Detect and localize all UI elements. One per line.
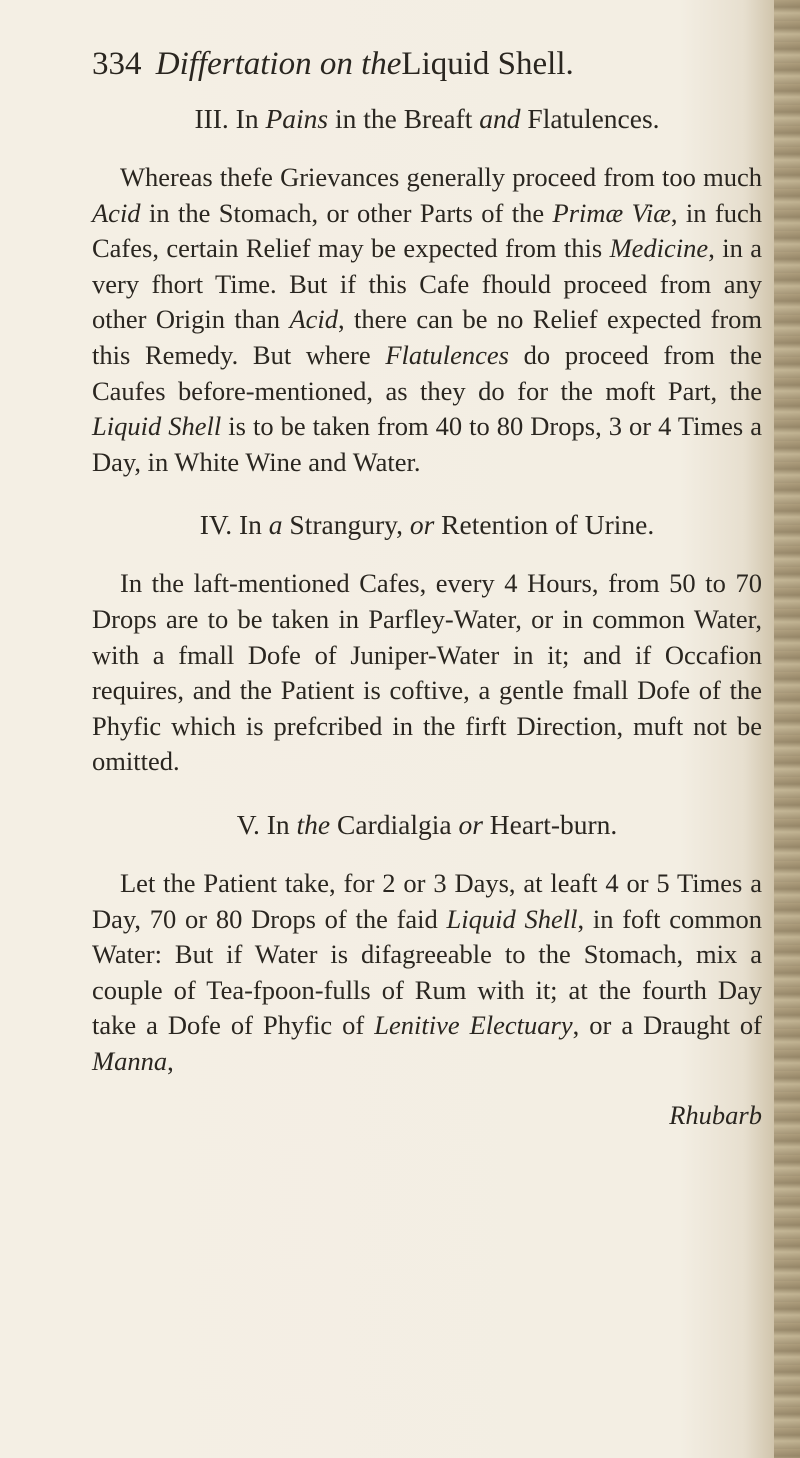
section-heading-iv <box>92 506 762 544</box>
heading-text: Retention of Urine. <box>434 509 655 541</box>
heading-italic: a <box>268 509 283 541</box>
heading-text: Cardialgia <box>330 808 459 840</box>
para-italic: Manna <box>92 1045 168 1076</box>
section-heading-v <box>92 806 762 844</box>
running-title-roman: Liquid Shell. <box>401 46 574 82</box>
heading-text: in the Breaft <box>328 103 480 134</box>
para-italic: Liquid Shell <box>446 903 578 934</box>
para-text: Let the Patient take, for 2 or 3 Days, at leaft 4 or 5 Times a Day, 70 or 80 Drops of the faid <box>92 867 762 934</box>
para-text: Whereas thefe Grievances generally proceed from too much <box>120 162 762 192</box>
heading-italic: or <box>409 509 435 541</box>
heading-text: V. In <box>236 808 297 840</box>
heading-italic: and <box>479 103 521 134</box>
para-italic: Lenitive Electuary <box>374 1010 573 1041</box>
heading-text: Strangury, <box>282 509 410 541</box>
heading-italic: or <box>458 808 483 840</box>
heading-text: IV. In <box>199 509 269 541</box>
para-text: , in fuch Cafes, certain Relief may be expected from this <box>92 197 763 264</box>
page-edge-shadow <box>774 0 800 1458</box>
running-title-italic-the: the <box>361 46 402 82</box>
para-text: , there can be no Relief expected from this Remedy. But where <box>92 304 763 370</box>
heading-text: III. In <box>194 103 266 134</box>
para-text: in the Stomach, or other Parts of the <box>140 197 553 228</box>
paragraph-v <box>92 866 762 1080</box>
para-text: do proceed from the Caufes before-mentioned, as they do for the moft Part, the <box>92 339 762 406</box>
para-italic: Flatulences <box>385 339 509 370</box>
heading-text: Flatulences. <box>520 103 660 134</box>
para-italic: Primæ Viæ <box>552 197 671 228</box>
heading-italic: Pains <box>265 103 329 134</box>
para-italic: Medicine <box>609 233 709 264</box>
running-head <box>92 40 762 88</box>
para-text: , <box>167 1045 174 1076</box>
para-text: In the laft-mentioned Cafes, every 4 Hours, from 50 to 70 Drops are to be taken in Parfley-Water, or in common Water, with a fmall Dofe of Juniper-Water in it; and if Occafion requires, and the Patient is coftive, a gentle fmall Dofe of the Phyfic which is prefcribed in the firft Direction, muft not be omitted. <box>92 568 762 777</box>
para-text: , or a Draught of <box>572 1010 763 1041</box>
heading-text: Heart-burn. <box>482 808 618 840</box>
para-text: , in foft common Water: But if Water is difagreeable to the Stomach, mix a couple of Tea-fpoon-fulls of Rum with it; at the fourth Day take a Dofe of Phyfic of <box>92 903 762 1041</box>
paragraph-iv <box>92 566 762 780</box>
page-number: 334 <box>92 46 142 82</box>
paragraph-iii <box>92 160 762 480</box>
running-title-italic: Differtation on <box>155 46 362 82</box>
catchword: Rhubarb <box>669 1100 762 1131</box>
text-block <box>92 40 762 1133</box>
section-heading-iii <box>92 100 762 138</box>
para-text: is to be taken from 40 to 80 Drops, 3 or 4 Times a Day, in White Wine and Water. <box>92 411 763 477</box>
heading-italic: the <box>296 808 331 840</box>
para-italic: Acid <box>92 197 141 228</box>
para-italic: Liquid Shell <box>92 411 222 442</box>
para-italic: Acid <box>289 304 338 335</box>
para-text: , in a very fhort Time. But if this Cafe fhould proceed from any other Origin than <box>92 233 762 335</box>
